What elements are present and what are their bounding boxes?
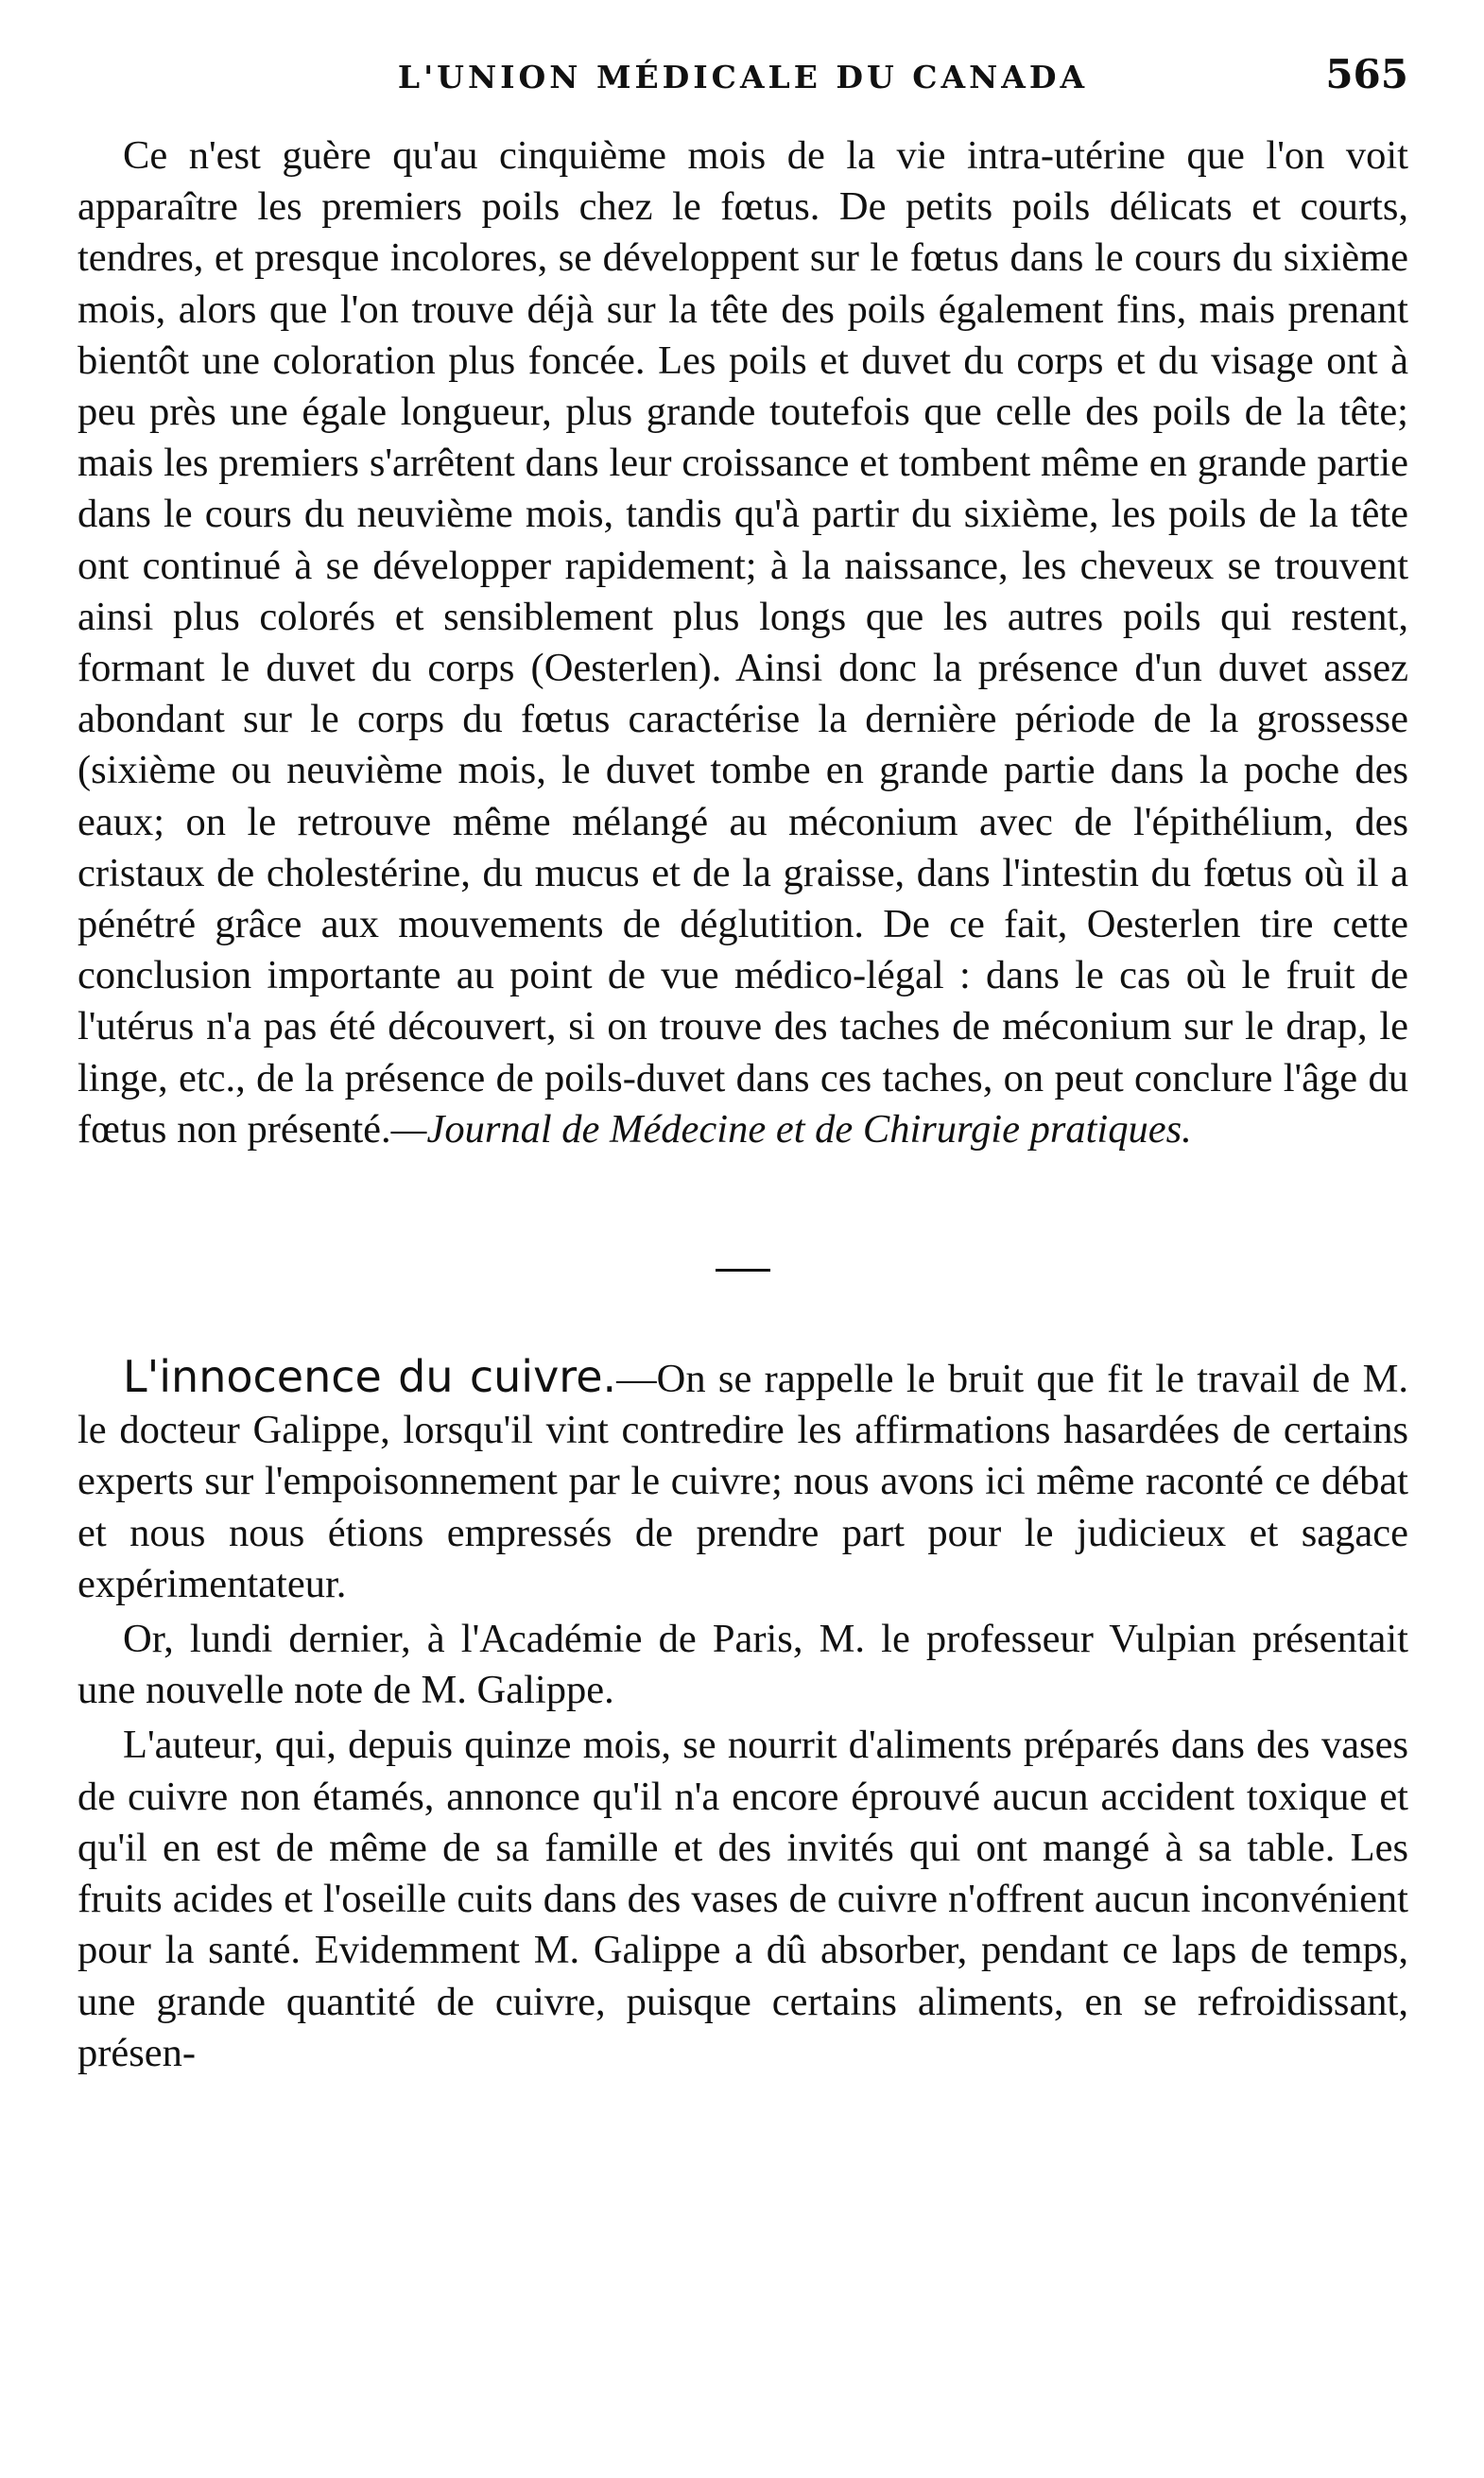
source-citation: —Journal de Médecine et de Chirurgie pratiques. [390,1106,1192,1152]
running-title: L'UNION MÉDICALE DU CANADA [397,59,1089,95]
paragraph-body: Or, lundi dernier, à l'Académie de Paris, M. le professeur Vulpian présentait une nouvelle note de M. Galippe. [78,1617,1408,1713]
book-page [78,47,1408,2079]
paragraph-body: L'auteur, qui, depuis quinze mois, se nourrit d'aliments préparés dans des vases de cuivre non étamés, annonce qu'il n'a encore éprouvé aucun accident toxique et qu'il en est de même de sa famille et des invités qui ont mangé à sa table. Les fruits acides et l'oseille cuits dans des vases de cuivre n'offrent aucun inconvénient pour la santé. Evidemment M. Galippe a dû absorber, pendant ce laps de temps, une grande quantité de cuivre, puisque certains aliments, en se refroidissant, présen- [78,1723,1408,2075]
paragraph-academy [78,1614,1408,1716]
paragraph-body: Ce n'est guère qu'au cinquième mois de la vie intra-utérine que l'on voit apparaître les premiers poils chez le fœtus. De petits poils délicats et courts, tendres, et presque incolores, se développent sur le fœtus dans le cours du sixième mois, alors que l'on trouve déjà sur la tête des poils également fins, mais prenant bientôt une coloration plus foncée. Les poils et duvet du corps et du visage ont à peu près une égale longueur, plus grande toutefois que celle des poils de la tête; mais les premiers s'arrêtent dans leur croissance et tombent même en grande partie dans le cours du neuvième mois, tandis qu'à partir du sixième, les poils de la tête ont continué à se développer rapidement; à la naissance, les cheveux se trouvent ainsi plus colorés et sensiblement plus longs que les autres poils qui restent, formant le duvet du corps (Oesterlen). Ainsi donc la présence d'un duvet assez abondant sur le corps du fœtus caractérise la dernière période de la grossesse (sixième ou neuvième mois, le duvet tombe en grande partie dans la poche des eaux; on le retrouve même mélangé au méconium avec de l'épithélium, des cristaux de cholestérine, du mucus et de la graisse, dans l'intestin du fœtus où il a pénétré grâce aux mouvements de déglutition. De ce fait, Oesterlen tire cette conclusion importante au point de vue médico-légal : dans le cas où le fruit de l'utérus n'a pas été découvert, si on trouve des taches de méconium sur le drap, le linge, etc., de la présence de poils-duvet dans ces taches, on peut conclure l'âge du fœtus non présenté. [78,133,1408,1152]
section-separator [716,1269,770,1272]
article-title: L'innocence du cuivre. [123,1351,617,1403]
paragraph-author-experiment [78,1720,1408,2078]
paragraph-copper-intro [78,1351,1408,1610]
paragraph-body: —On se rappelle le bruit que fit le travail de M. le docteur Galippe, lorsqu'il vint contredire les affirmations hasardées de certains experts sur l'empoisonnement par le cuivre; nous avons ici même raconté ce débat et nous nous étions empressés de prendre part pour le judicieux et sagace expérimentateur. [78,1357,1409,1606]
page-number: 565 [1325,51,1408,97]
page-header [78,47,1408,113]
paragraph-fetal-hair [78,130,1408,1155]
